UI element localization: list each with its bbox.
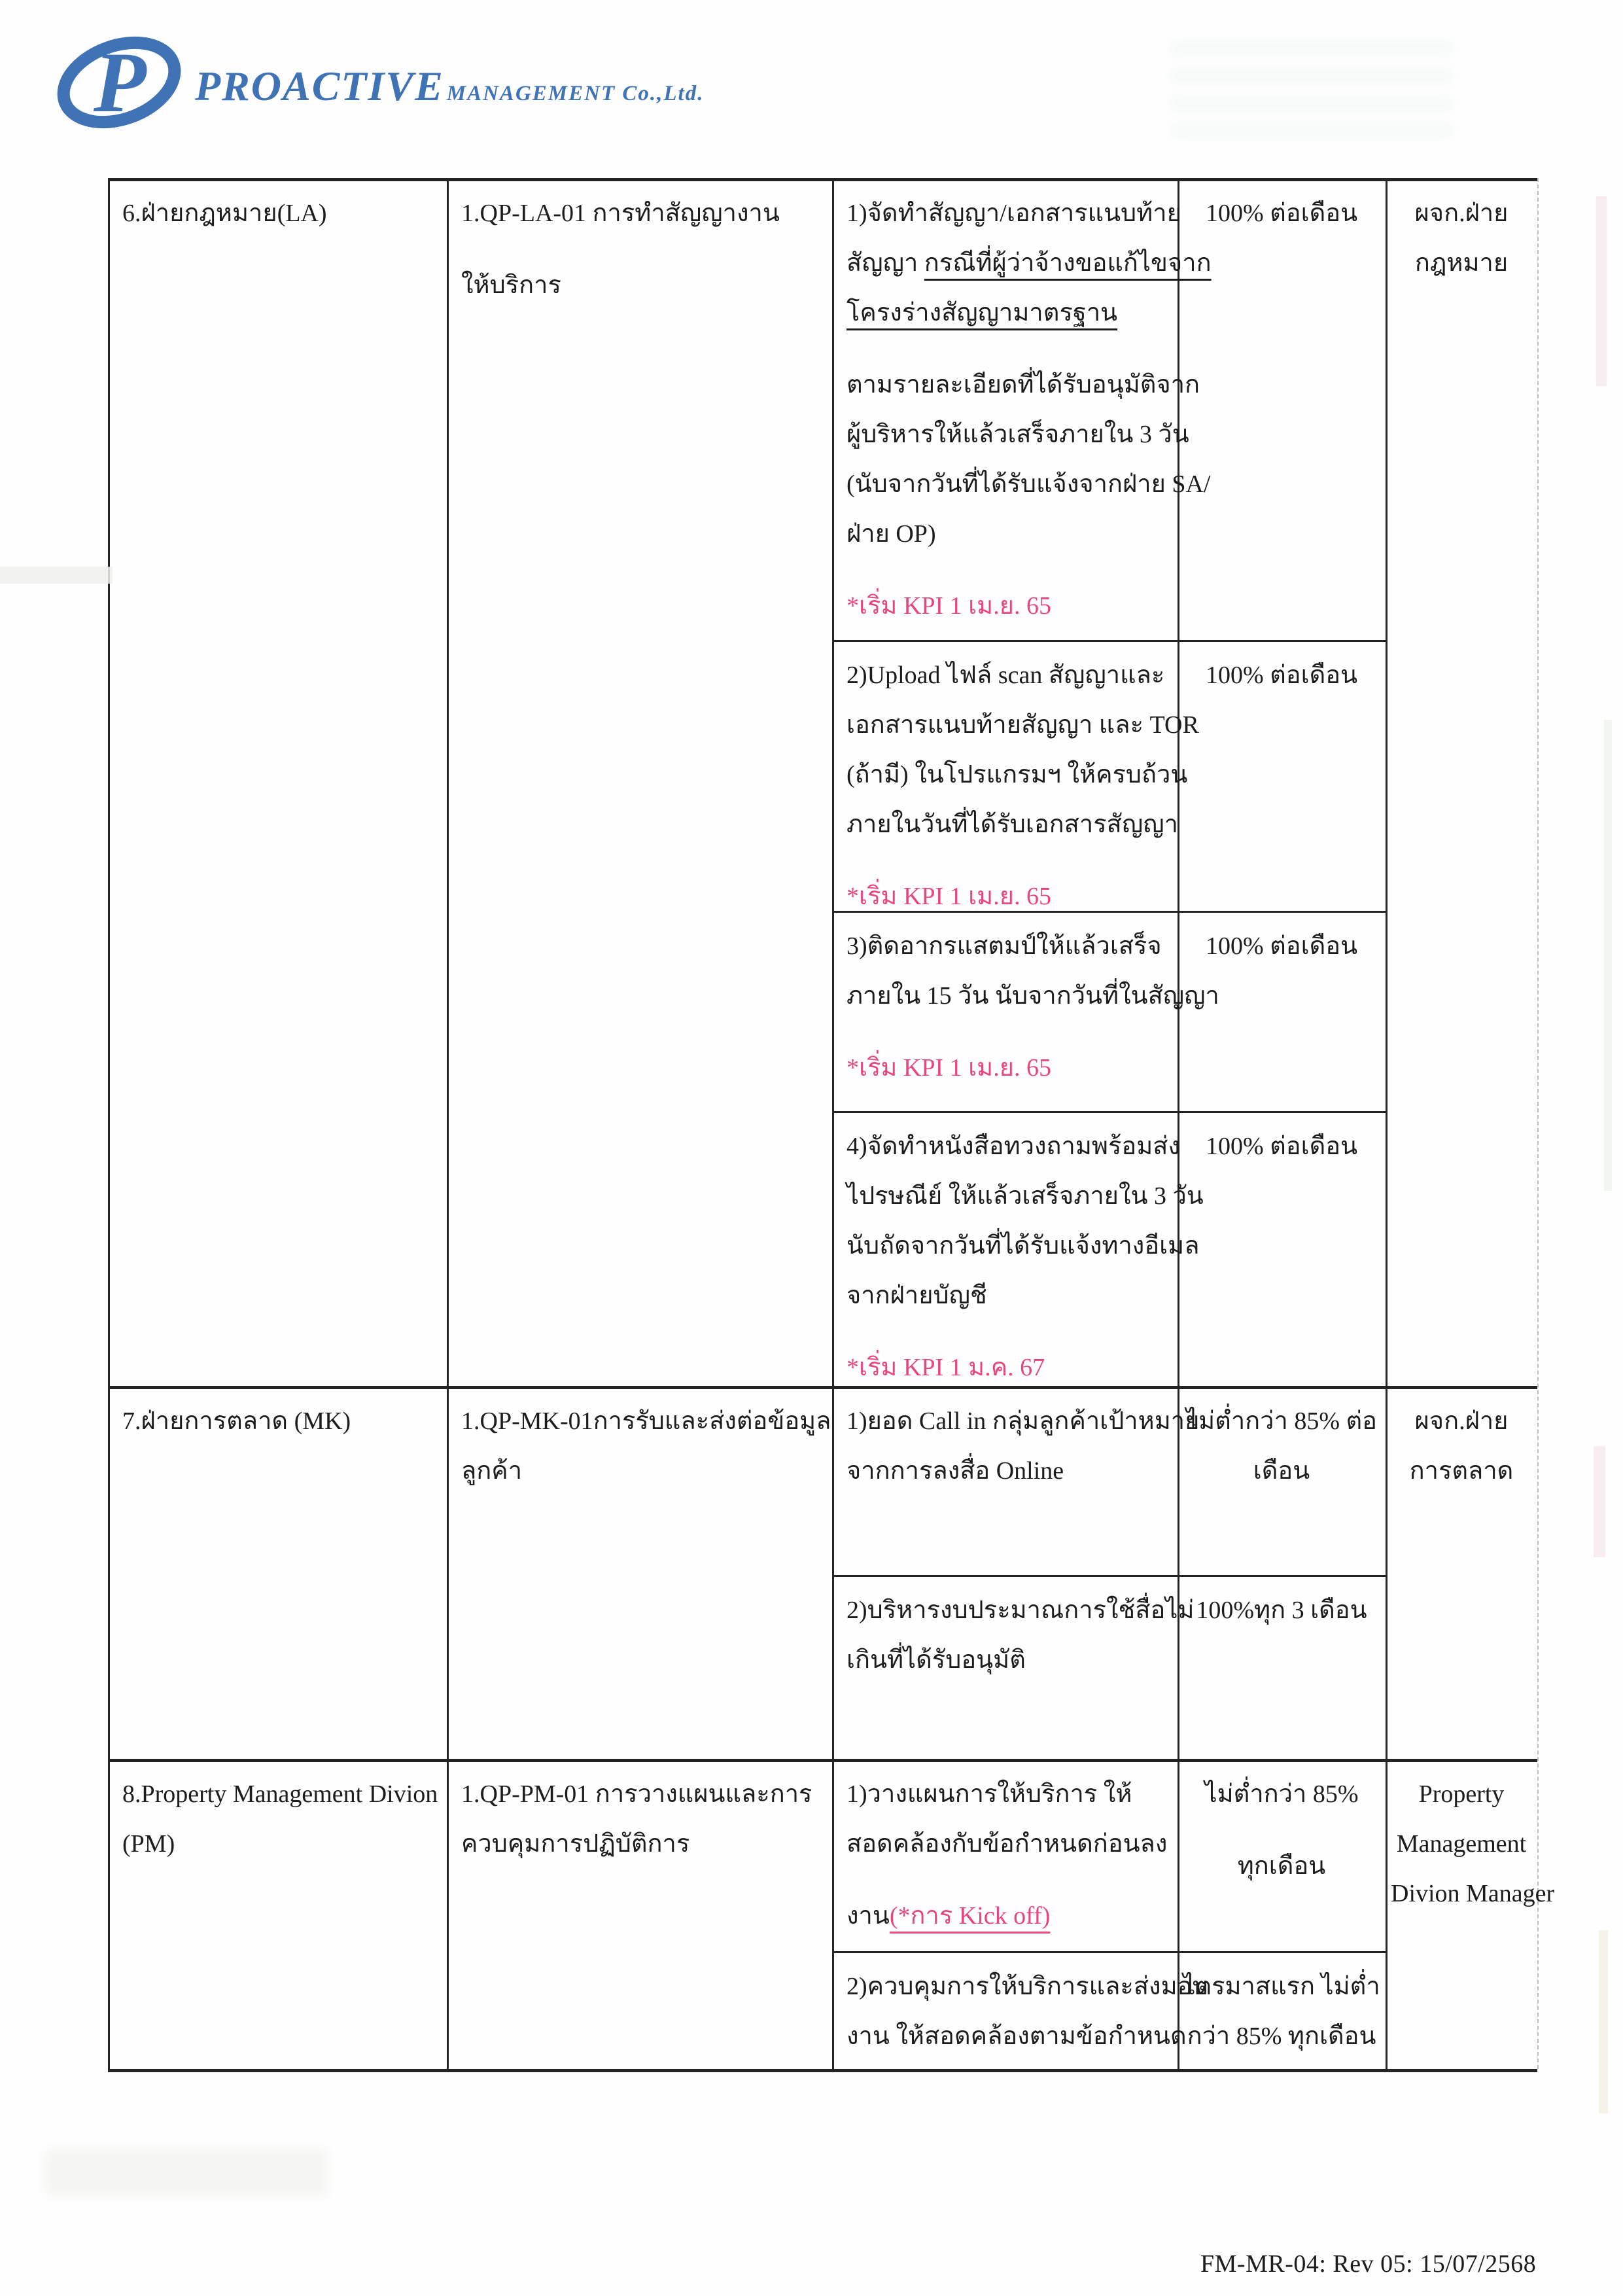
text-line [122, 1769, 440, 1819]
text-segment: ควบคุมการปฏิบัติการ [461, 1830, 690, 1858]
cell-la-kpi-1 [832, 178, 1212, 640]
text-line [1183, 1769, 1380, 1819]
text-segment: 1.QP-LA-01 การทำสัญญางาน [461, 200, 780, 227]
text-line [461, 1396, 831, 1446]
text-segment: งาน ให้สอดคล้องตามข้อกำหนด [846, 2022, 1187, 2050]
paragraph [461, 260, 826, 310]
paragraph [1183, 1769, 1380, 1819]
text-line [846, 750, 1188, 800]
cell-mk-kpi-2 [832, 1575, 1195, 1759]
logo-subtitle: MANAGEMENT Co.,Ltd. [446, 81, 705, 105]
text-line [1183, 1962, 1380, 2011]
logo-wordmark: PROACTIVE [195, 62, 444, 109]
text-segment: (*การ Kick off) [889, 1902, 1051, 1930]
paragraph [1183, 188, 1380, 238]
text-line [846, 650, 1171, 700]
text-line [846, 238, 1212, 288]
text-segment: ผจก.ฝ่าย [1414, 200, 1509, 227]
paragraph [846, 1122, 1204, 1320]
text-segment: นับถัดจากวันที่ได้รับแจ้งทางอีเมล [846, 1232, 1200, 1260]
text-line [846, 1446, 1171, 1496]
cell-la-target-1 [1178, 178, 1386, 640]
cell-pm-procedure [447, 1759, 832, 2069]
text-line [1183, 1396, 1380, 1446]
text-line [122, 188, 440, 238]
text-line [846, 288, 1171, 338]
text-segment: ไม่ต่ำกว่า 85% [1204, 1780, 1359, 1808]
cell-pm-kpi-1 [832, 1759, 1178, 1951]
text-segment: ผู้บริหารให้แล้วเสร็จภายใน 3 วัน [846, 421, 1189, 448]
text-segment: 2)Upload ไฟล์ scan สัญญาและ [846, 662, 1165, 689]
text-line [846, 1635, 1171, 1685]
paragraph [122, 188, 440, 238]
text-line [846, 1769, 1171, 1819]
text-segment: ตามรายละเอียดที่ได้รับอนุมัติจาก [846, 371, 1200, 398]
text-line [1391, 1396, 1532, 1446]
grid-line-horizontal [108, 2069, 1537, 2072]
cell-la-kpi-2 [832, 640, 1199, 911]
company-logo [56, 27, 704, 141]
cell-la-owner [1386, 178, 1537, 1386]
cell-mk-owner [1386, 1386, 1537, 1759]
paragraph [846, 360, 1211, 559]
paragraph [846, 1396, 1200, 1496]
text-line [1183, 1841, 1380, 1891]
paragraph [1391, 1769, 1555, 1918]
cell-la-target-3 [1178, 911, 1386, 1111]
scan-edge-artifact [1594, 1446, 1605, 1557]
text-segment: สอดคล้องกับข้อกำหนดก่อนลง [846, 1830, 1168, 1858]
text-line [122, 1396, 440, 1446]
text-segment: 1.QP-MK-01การรับและส่งต่อข้อมูล [461, 1407, 831, 1435]
text-segment: Divion Manager [1391, 1880, 1555, 1907]
scan-edge-artifact [1599, 1930, 1608, 2113]
text-line [1183, 1122, 1380, 1171]
text-segment: (PM) [122, 1830, 175, 1858]
text-segment: 7.ฝ่ายการตลาด (MK) [122, 1407, 351, 1435]
cell-mk-department [108, 1386, 447, 1759]
scan-streak-artifact [0, 567, 113, 584]
text-line [1391, 1446, 1532, 1496]
paragraph [1183, 1585, 1380, 1635]
paragraph [846, 188, 1212, 338]
text-segment: 100%ทุก 3 เดือน [1196, 1597, 1367, 1624]
faint-stamp-artifact [1171, 38, 1452, 136]
scan-edge-artifact [1596, 196, 1607, 386]
text-line [1183, 1446, 1380, 1496]
cell-mk-target-1 [1178, 1386, 1386, 1575]
text-segment: เอกสารแนบท้ายสัญญา และ TOR [846, 711, 1199, 739]
text-line [846, 581, 1171, 631]
text-segment: 2)บริหารงบประมาณการใช้สื่อไม่ [846, 1597, 1195, 1624]
text-segment: *เริ่ม KPI 1 เม.ย. 65 [846, 592, 1051, 620]
paragraph [122, 1769, 440, 1869]
text-segment: *เริ่ม KPI 1 เม.ย. 65 [846, 883, 1051, 910]
text-line [846, 1271, 1171, 1320]
text-line [846, 1221, 1200, 1271]
text-line [846, 971, 1219, 1021]
text-segment: 1)จัดทำสัญญา/เอกสารแนบท้าย [846, 200, 1181, 227]
cell-pm-department [108, 1759, 447, 2069]
text-segment: 100% ต่อเดือน [1205, 662, 1358, 689]
text-line [1183, 1585, 1380, 1635]
paragraph [846, 1043, 1171, 1093]
text-line [846, 1891, 1171, 1941]
logo-swoosh-icon [56, 27, 183, 141]
text-line [461, 1446, 826, 1496]
footer-doc-code: FM-MR-04: Rev 05: 15/07/2568 [1200, 2250, 1537, 2278]
text-segment: 100% ต่อเดือน [1205, 932, 1358, 960]
text-segment: 1)วางแผนการให้บริการ ให้ [846, 1780, 1132, 1808]
paragraph [846, 921, 1219, 1021]
logo-text [195, 62, 705, 109]
text-segment: กว่า 85% ทุกเดือน [1187, 2022, 1376, 2050]
text-line [461, 1819, 826, 1869]
paragraph [1183, 1962, 1380, 2061]
paragraph [1183, 1396, 1380, 1496]
text-segment: ภายใน 15 วัน นับจากวันที่ในสัญญา [846, 982, 1219, 1010]
text-line [846, 459, 1211, 509]
paragraph [122, 1396, 440, 1446]
cell-mk-procedure [447, 1386, 832, 1759]
paragraph [1391, 188, 1532, 288]
text-line [846, 188, 1181, 238]
text-line [1391, 1869, 1555, 1918]
text-line [846, 1343, 1171, 1392]
text-segment: ไตรมาสแรก ไม่ต่ำ [1183, 1973, 1380, 2000]
text-line [846, 1585, 1195, 1635]
scan-edge-artifact [1604, 720, 1612, 1191]
kpi-table [108, 178, 1555, 2069]
cell-mk-target-2 [1178, 1575, 1386, 1759]
text-segment: กรณีที่ผู้ว่าจ้างขอแก้ไขจาก [924, 249, 1212, 277]
text-segment: จากฝ่ายบัญชี [846, 1282, 987, 1309]
text-line [1391, 1769, 1532, 1819]
text-segment: 2)ควบคุมการให้บริการและส่งมอบ [846, 1973, 1208, 2000]
text-line [461, 260, 826, 310]
paragraph [461, 1769, 826, 1869]
text-line [846, 2011, 1187, 2061]
text-line [1183, 650, 1380, 700]
text-segment: สัญญา [846, 249, 924, 277]
cell-la-target-2 [1178, 640, 1386, 911]
paragraph [461, 1396, 831, 1496]
text-segment: ทุกเดือน [1237, 1852, 1326, 1880]
paragraph [461, 188, 826, 238]
paragraph [846, 1585, 1195, 1685]
text-segment: 100% ต่อเดือน [1205, 200, 1358, 227]
text-segment: เดือน [1253, 1457, 1310, 1485]
text-segment: ผจก.ฝ่าย [1414, 1407, 1509, 1435]
paragraph [1391, 1396, 1532, 1496]
text-line [122, 1819, 440, 1869]
text-segment: 3)ติดอากรแสตมป์ให้แล้วเสร็จ [846, 932, 1162, 960]
text-segment: 6.ฝ่ายกฎหมาย(LA) [122, 200, 327, 227]
text-line [461, 1769, 826, 1819]
text-segment: 1)ยอด Call in กลุ่มลูกค้าเป้าหมาย [846, 1407, 1200, 1435]
svg-text:P: P [94, 34, 147, 130]
text-line [846, 1819, 1171, 1869]
cell-la-kpi-3 [832, 911, 1219, 1111]
text-segment: จากการลงสื่อ Online [846, 1457, 1064, 1485]
text-line [1391, 1819, 1532, 1869]
paragraph [846, 1343, 1171, 1392]
text-segment: โครงร่างสัญญามาตรฐาน [846, 299, 1118, 327]
cell-la-department [108, 178, 447, 1386]
paragraph [1183, 650, 1380, 700]
text-segment: ไม่ต่ำกว่า 85% ต่อ [1185, 1407, 1377, 1435]
text-segment: เกินที่ได้รับอนุมัติ [846, 1646, 1026, 1674]
text-segment: 4)จัดทำหนังสือทวงถามพร้อมส่ง [846, 1133, 1180, 1160]
text-line [846, 800, 1178, 849]
text-segment: 8.Property Management Divion [122, 1780, 438, 1808]
scan-smudge-artifact [46, 2149, 327, 2195]
text-line [846, 1171, 1204, 1221]
paragraph [1183, 1122, 1380, 1171]
cell-pm-owner [1386, 1759, 1555, 2069]
text-segment: 100% ต่อเดือน [1205, 1133, 1358, 1160]
text-segment: (ถ้ามี) ในโปรแกรมฯ ให้ครบถ้วน [846, 761, 1188, 788]
text-line [846, 410, 1189, 459]
paragraph [846, 1891, 1171, 1941]
text-segment: *เริ่ม KPI 1 เม.ย. 65 [846, 1054, 1051, 1082]
text-segment: Management [1396, 1830, 1527, 1858]
cell-pm-target-2 [1178, 1951, 1386, 2069]
text-segment: *เริ่ม KPI 1 ม.ค. 67 [846, 1354, 1045, 1381]
text-line [461, 188, 826, 238]
text-segment: 1.QP-PM-01 การวางแผนและการ [461, 1780, 812, 1808]
cell-mk-kpi-1 [832, 1386, 1200, 1575]
cell-la-kpi-4 [832, 1111, 1204, 1386]
paragraph [1183, 921, 1380, 971]
grid-line-vertical [1537, 178, 1539, 2069]
text-segment: ให้บริการ [461, 272, 561, 299]
text-segment: งาน [846, 1902, 890, 1930]
text-segment: ลูกค้า [461, 1457, 523, 1485]
text-line [846, 700, 1199, 750]
text-segment: กฎหมาย [1414, 249, 1509, 277]
cell-pm-kpi-2 [832, 1951, 1208, 2069]
text-segment: ภายในวันที่ได้รับเอกสารสัญญา [846, 811, 1178, 838]
text-segment: การตลาด [1409, 1457, 1514, 1485]
text-line [846, 509, 1171, 559]
text-line [846, 1122, 1180, 1171]
text-line [1391, 188, 1532, 238]
text-line [1183, 921, 1380, 971]
text-segment: (นับจากวันที่ได้รับแจ้งจากฝ่าย SA/ [846, 470, 1211, 498]
paragraph [846, 1962, 1208, 2061]
paragraph [846, 1769, 1171, 1869]
paragraph [846, 581, 1171, 631]
text-line [846, 1962, 1208, 2011]
cell-pm-target-1 [1178, 1759, 1386, 1951]
text-line [1183, 2011, 1380, 2061]
text-line [1183, 188, 1380, 238]
text-line [1391, 238, 1532, 288]
cell-la-target-4 [1178, 1111, 1386, 1386]
text-line [846, 921, 1171, 971]
paragraph [1183, 1841, 1380, 1891]
text-segment: Property [1418, 1780, 1505, 1808]
text-line [846, 1043, 1171, 1093]
text-segment: ฝ่าย OP) [846, 520, 936, 548]
cell-la-procedure [447, 178, 832, 1386]
text-segment: ไปรษณีย์ ให้แล้วเสร็จภายใน 3 วัน [846, 1182, 1204, 1210]
text-line [846, 360, 1200, 410]
text-line [846, 1396, 1200, 1446]
paragraph [846, 650, 1199, 849]
